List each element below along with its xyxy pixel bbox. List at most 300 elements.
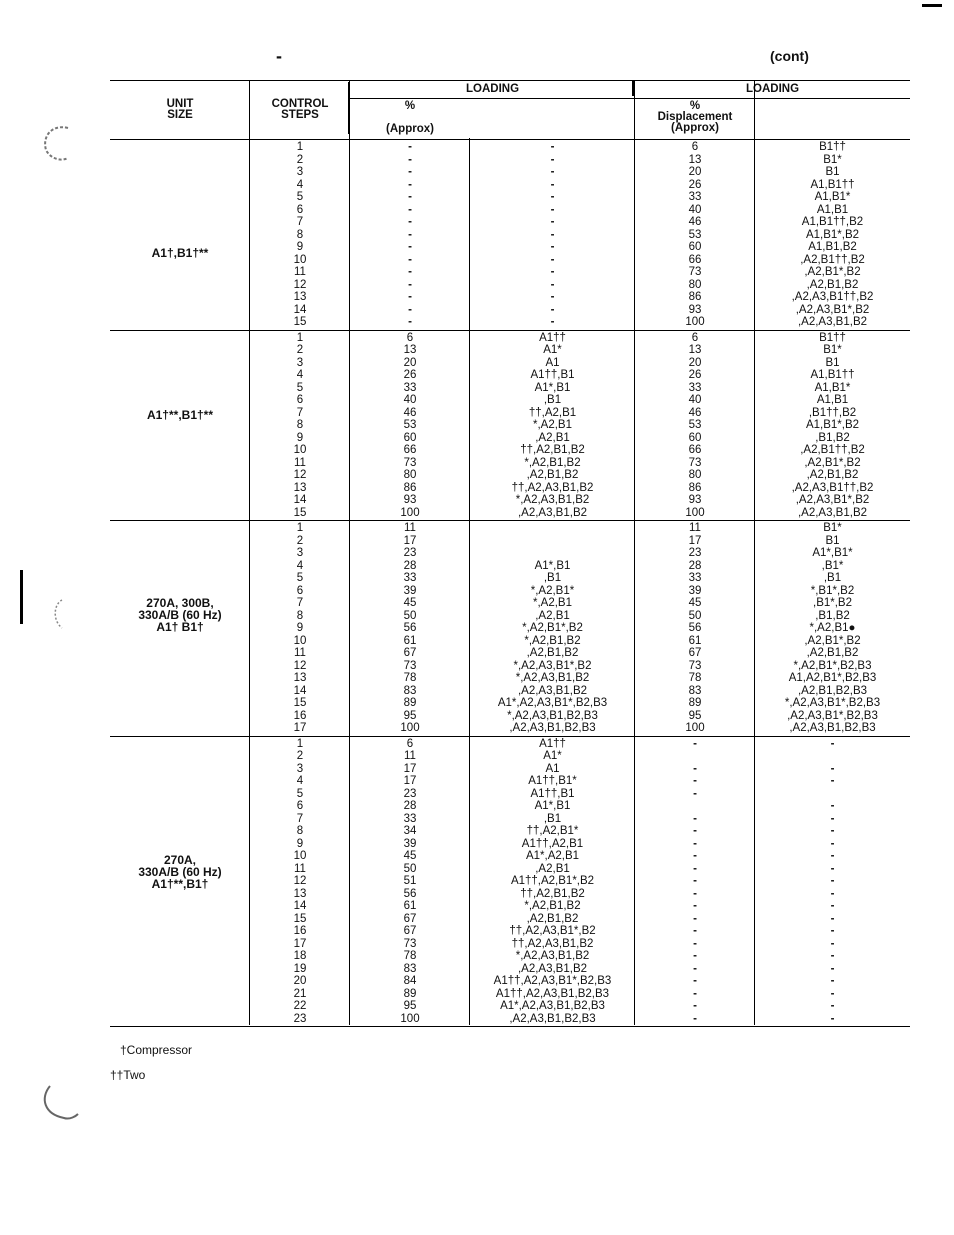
table-row [110,444,910,457]
displacement-cell: 11 [689,522,701,534]
step-cell: 15 [293,912,307,925]
step-cell: 5 [296,572,304,584]
step-cell: 3 [296,356,304,369]
table-row [110,254,910,267]
table-row [110,572,910,585]
compressors-cell: ,A2,A3,B1,B2,B3 [509,1012,596,1025]
step-cell: 22 [293,1000,307,1012]
compressors-alt-cell: - [830,800,835,812]
compressors-alt-cell: A1,A2,B1*,B2,B3 [788,672,877,684]
table-row [110,266,910,279]
compressors-cell: A1*,A2,A3,B1,B2,B3 [500,1000,605,1012]
pct-cell: - [408,166,412,178]
displacement-cell: - [693,1000,697,1012]
step-cell: 17 [293,937,307,950]
displacement-cell: 45 [688,597,702,609]
table-row [110,316,910,329]
compressors-alt-cell: A1,B1,B2 [808,241,857,253]
compressors-cell: - [550,178,555,191]
displacement-cell: 73 [688,266,702,278]
pct-cell: 83 [403,962,417,975]
compressors-cell: A1*,A2,B1 [525,850,580,862]
compressors-alt-cell: ,B1*,B2 [813,597,852,609]
pct-cell: 11 [404,750,416,762]
displacement-cell: 93 [688,494,702,506]
step-cell: 14 [293,900,307,912]
step-cell: 6 [296,203,304,216]
compressors-alt-cell: *,B1*,B2 [810,584,855,597]
table-row [110,925,910,938]
pct-cell: 33 [403,812,417,825]
table-row [110,535,910,548]
displacement-cell: - [693,825,697,837]
table-row [110,241,910,254]
compressors-alt-cell: ,A2,B1*,B2 [804,456,861,469]
displacement-cell: 78 [688,672,702,684]
compressors-cell: A1*,B1 [534,381,571,394]
step-cell: 15 [293,697,307,709]
displacement-cell: 17 [688,534,702,547]
pct-cell: 73 [403,659,417,672]
displacement-cell: - [693,862,697,875]
control-steps-header: CONTROL STEPS [271,98,329,121]
pct-cell: 33 [403,572,417,584]
table-row [110,647,910,660]
compressors-alt-cell: ,A2,A3,B1*,B2 [795,303,870,316]
compressors-alt-cell: A1,B1†† [810,369,855,381]
title-dash: - [276,46,282,66]
displacement-cell: 53 [688,419,702,431]
table-row [110,457,910,470]
step-cell: 12 [293,875,307,887]
displacement-cell: 33 [688,572,702,584]
compressors-alt-cell: ,A2,A3,B1*,B2 [795,494,870,506]
table-row [110,800,910,813]
displacement-cell: 89 [688,697,702,709]
step-cell: 1 [296,141,304,153]
displacement-cell: 13 [688,153,702,166]
table-row [110,950,910,963]
loading-left-header: LOADING [465,83,520,95]
step-cell: 2 [296,153,304,166]
pct-cell: 89 [403,697,417,709]
pct-cell: - [408,203,412,216]
compressors-cell: - [550,316,555,328]
table-row [110,291,910,304]
unit-size-header: UNIT SIZE [166,98,194,121]
compressors-alt-cell: A1,B1††,B2 [801,216,864,228]
compressors-cell: *,A2,B1 [533,597,572,609]
table-row [110,738,910,751]
step-cell: 15 [293,506,307,519]
compressors-alt-cell: - [830,825,835,837]
step-cell: 2 [296,750,304,762]
pct-cell: 28 [403,800,417,812]
pct-cell: - [408,278,412,291]
compressors-cell: - [550,303,555,316]
compressors-alt-cell: - [830,875,835,887]
compressors-alt-cell: ,A2,A3,B1*,B2,B3 [787,709,878,722]
pct-cell: - [408,153,412,166]
displacement-cell: 86 [688,481,702,494]
compressors-alt-cell: A1,B1* [814,381,851,394]
displacement-cell: - [693,937,697,950]
compressors-cell: A1*,A2,A3,B1*,B2,B3 [497,697,608,709]
unit-group [110,736,910,1028]
displacement-cell: 33 [688,191,702,203]
compressors-alt-cell: ,A2,B1,B2 [806,469,859,481]
step-cell: 14 [293,494,307,506]
compressors-alt-cell: - [830,850,835,862]
compressors-cell: ††,A2,A3,B1,B2 [511,481,594,494]
step-cell: 7 [296,812,304,825]
pct-cell: - [408,253,412,266]
pct-cell: 95 [403,1000,417,1012]
table-row [110,888,910,901]
step-cell: 1 [296,737,304,750]
displacement-cell: - [693,975,697,987]
table-row [110,332,910,345]
compressors-cell: A1††,A2,B1*,B2 [510,875,595,887]
compressors-alt-cell: ,A2,B1††,B2 [800,444,865,456]
displacement-cell: - [693,900,697,912]
step-cell: 16 [293,925,307,937]
compressors-alt-cell: B1 [825,534,840,547]
step-cell: 1 [296,331,304,344]
displacement-cell: 20 [688,166,702,178]
table-header [110,80,910,140]
table-row [110,547,910,560]
displacement-cell: - [693,887,697,900]
step-cell: 14 [293,684,307,697]
step-cell: 18 [293,950,307,962]
margin-bar-icon [18,570,68,640]
pct-cell: - [408,216,412,228]
pct-cell: 40 [403,394,417,406]
unit-size-line: A1†**,B1†** [146,408,214,423]
table-row [110,850,910,863]
displacement-cell: 50 [688,609,702,622]
step-cell: 11 [294,456,306,469]
compressors-alt-cell: - [830,912,835,925]
table-row [110,482,910,495]
compressors-cell: ††,A2,A3,B1,B2 [511,937,594,950]
displacement-cell: - [693,950,697,962]
displacement-cell: 80 [688,278,702,291]
step-cell: 1 [296,522,304,534]
compressors-alt-cell: A1,B1 [816,203,849,216]
table-row [110,900,910,913]
table-row [110,672,910,685]
step-cell: 3 [296,166,304,178]
compressors-cell: A1††,A2,B1 [521,837,584,850]
step-cell: 23 [293,1012,307,1025]
step-cell: 7 [296,597,304,609]
compressors-cell: A1*,B1 [534,559,571,572]
pct-cell: 56 [403,622,417,634]
step-cell: 9 [296,622,304,634]
table-row [110,660,910,673]
pct-cell: 17 [403,762,417,775]
compressors-cell: ,A2,A3,B1,B2 [517,506,588,519]
compressors-cell: A1††,B1 [530,787,575,800]
pct-cell: - [408,191,412,203]
unit-group [110,330,910,522]
compressors-cell: A1*,B1 [534,800,571,812]
compressors-cell: A1 [545,356,560,369]
displacement-cell: 13 [688,344,702,356]
pct-cell: 95 [403,709,417,722]
table-row [110,710,910,723]
table-row [110,585,910,598]
table-row [110,1000,910,1013]
pct-cell: 50 [403,862,417,875]
compressors-cell: A1†† [539,737,566,750]
table-row [110,975,910,988]
step-cell: 20 [293,975,307,987]
table-row [110,875,910,892]
compressors-alt-cell: *,A2,A3,B1*,B2,B3 [784,697,881,709]
displacement-cell: 100 [685,506,705,519]
unit-size-line: 270A, [163,853,197,868]
displacement-cell: 66 [688,253,702,266]
compressors-alt-cell: - [830,950,835,962]
compressors-alt-cell: ,A2,A3,B1,B2 [797,316,868,328]
step-cell: 10 [293,444,307,456]
displacement-cell: 80 [688,469,702,481]
pct-cell: 53 [403,419,417,431]
compressors-alt-cell: - [830,1012,835,1025]
table-row [110,597,910,610]
step-cell: 17 [293,722,307,734]
step-cell: 12 [293,278,307,291]
step-cell: 12 [293,469,307,481]
compressors-cell: *,A2,B1,B2 [524,634,581,647]
step-cell: 19 [293,962,307,975]
compressors-alt-cell: B1 [825,166,840,178]
pct-cell: 28 [403,559,417,572]
displacement-cell: 40 [688,394,702,406]
pct-cell: 45 [403,850,417,862]
compressors-alt-cell: B1 [825,356,840,369]
table-row [110,1013,910,1026]
pct-cell: 60 [403,431,417,444]
displacement-cell: 6 [691,331,699,344]
displacement-cell: 73 [688,659,702,672]
pct-cell: - [408,291,412,303]
compressors-alt-cell: ,B1,B2 [815,431,850,444]
compressors-cell: ,B1 [543,394,562,406]
table-row [110,607,910,623]
compressors-alt-cell: - [830,1000,835,1012]
pct-cell: - [408,228,412,241]
compressors-cell: *,A2,B1* [530,584,575,597]
table-row [110,763,910,776]
step-cell: 3 [296,762,304,775]
unit-group [110,139,910,331]
pct-cell: 73 [403,937,417,950]
compressors-alt-cell: - [830,925,835,937]
pct-cell: 33 [403,381,417,394]
step-cell: 13 [293,887,307,900]
pct-cell: 11 [404,522,416,534]
table-row [110,304,910,317]
displacement-cell: - [693,850,697,862]
displacement-cell: 66 [688,444,702,456]
pct-cell: - [408,266,412,278]
compressors-cell: *,A2,A3,B1,B2 [515,494,590,506]
displacement-cell: 46 [688,216,702,228]
step-cell: 2 [296,344,304,356]
table-row [110,913,910,926]
table-row [110,750,910,763]
step-cell: 15 [293,316,307,328]
step-cell: 2 [296,534,304,547]
pct-cell: 86 [403,481,417,494]
compressors-cell: A1* [543,344,562,356]
table-row [110,166,910,179]
hole-punch-icon [38,122,82,164]
displacement-cell: 60 [688,431,702,444]
table-row [110,963,910,976]
pct-cell: - [408,303,412,316]
compressors-cell: A1††,A2,A3,B1,B2,B3 [495,987,610,1000]
step-cell: 9 [296,241,304,253]
compressors-alt-cell: - [830,937,835,950]
pct-cell: 84 [403,975,417,987]
compressors-alt-cell: ,A2,A3,B1,B2 [797,506,868,519]
compressors-alt-cell: ,A2,B1,B2 [806,647,859,659]
displacement-cell: 56 [688,622,702,634]
footnote-two: ††Two [110,1068,146,1082]
displacement-cell: 28 [688,559,702,572]
step-cell: 9 [296,837,304,850]
hole-punch-icon [38,1080,82,1122]
pct-cell: 78 [403,950,417,962]
pct-cell: 6 [406,331,414,344]
compressors-cell: *,A2,A3,B1,B2 [515,950,590,962]
compressors-cell: - [550,203,555,216]
displacement-cell: - [693,787,697,800]
compressors-cell: ††,A2,B1 [528,406,577,419]
compressors-cell: - [550,241,555,253]
displacement-cell: 46 [688,406,702,419]
pct-cell: 67 [403,912,417,925]
pct-cell: 89 [403,987,417,1000]
footnote-compressor: †Compressor [120,1043,193,1057]
compressors-alt-cell: A1,B1* [814,191,851,203]
table-row [110,382,910,395]
displacement-cell: - [693,775,697,787]
table-row [110,394,910,407]
compressors-cell: ,A2,B1,B2 [526,912,579,925]
compressors-cell: A1†† [539,331,566,344]
table-row [110,862,910,880]
table-row [110,722,910,735]
table-row [110,838,910,851]
pct-cell: 83 [403,684,417,697]
displacement-cell: - [693,875,697,887]
unit-size-line: 330A/B (60 Hz) [138,607,222,622]
table-row [110,154,910,167]
compressors-cell: ††,A2,A3,B1*,B2 [509,925,596,937]
displacement-cell: 83 [688,684,702,697]
compressors-cell: ,A2,A3,B1,B2 [517,684,588,697]
unit-size-line: 270A, 300B, [146,595,214,610]
pct-cell: 51 [403,875,417,887]
compressors-alt-cell: ,A2,A3,B1††,B2 [791,481,874,494]
compressors-alt-cell: A1,B1*,B2 [805,228,860,241]
compressors-alt-cell: ,B1††,B2 [808,406,857,419]
pct-cell: 93 [403,494,417,506]
table-row [110,419,910,432]
compressors-alt-cell: ,A2,A3,B1††,B2 [791,291,874,303]
step-cell: 10 [293,253,307,266]
step-cell: 6 [296,800,304,812]
compressors-alt-cell: - [830,962,835,975]
compressors-alt-cell: - [830,887,835,900]
compressors-cell: - [550,153,555,166]
compressors-cell: *,A2,A3,B1,B2,B3 [507,709,598,722]
compressors-alt-cell: - [830,737,835,750]
pct-cell: 100 [400,1012,420,1025]
compressors-cell: A1* [543,750,562,762]
table-row [110,988,910,1001]
pct-cell: 45 [403,597,417,609]
compressors-cell: A1 [545,762,560,775]
step-cell: 5 [296,191,304,203]
table-row [110,432,910,445]
step-cell: 6 [296,394,304,406]
table-row [110,522,910,535]
compressors-cell: - [550,278,555,291]
compressors-alt-cell: - [830,812,835,825]
compressors-cell: ,A2,B1 [535,862,570,875]
displacement-cell: 39 [688,584,702,597]
step-cell: 4 [296,775,304,787]
compressors-cell: ,A2,B1,B2 [526,647,579,659]
compressors-alt-cell: - [830,975,835,987]
displacement-cell: - [693,925,697,937]
compressors-alt-cell: ,B1,B2 [815,609,850,622]
step-cell: 4 [296,559,304,572]
compressors-alt-cell: - [830,900,835,912]
compressors-alt-cell: ,A2,B1*,B2 [804,266,861,278]
table-row [110,788,910,801]
displacement-cell: 100 [685,316,705,328]
displacement-cell: 67 [688,647,702,659]
step-cell: 12 [293,659,307,672]
compressors-alt-cell: ,A2,B1,B2,B3 [797,684,868,697]
compressors-cell: - [550,141,555,153]
table-row [110,697,910,710]
pct-cell: - [408,316,412,328]
compressors-cell: *,A2,A3,B1,B2 [515,672,590,684]
step-cell: 7 [296,406,304,419]
pct-cell: 26 [403,369,417,381]
compressors-cell: *,A2,B1*,B2 [522,622,583,634]
pct-cell: 17 [403,534,417,547]
displacement-cell: 60 [688,241,702,253]
table-row [110,469,910,482]
compressors-cell: *,A2,A3,B1*,B2 [513,659,592,672]
table-row [110,560,910,573]
top-right-dash [922,4,942,7]
displacement-cell: - [693,912,697,925]
compressors-cell: ,A2,B1 [535,609,570,622]
pct-cell: 66 [403,444,417,456]
pct-cell: 67 [403,647,417,659]
